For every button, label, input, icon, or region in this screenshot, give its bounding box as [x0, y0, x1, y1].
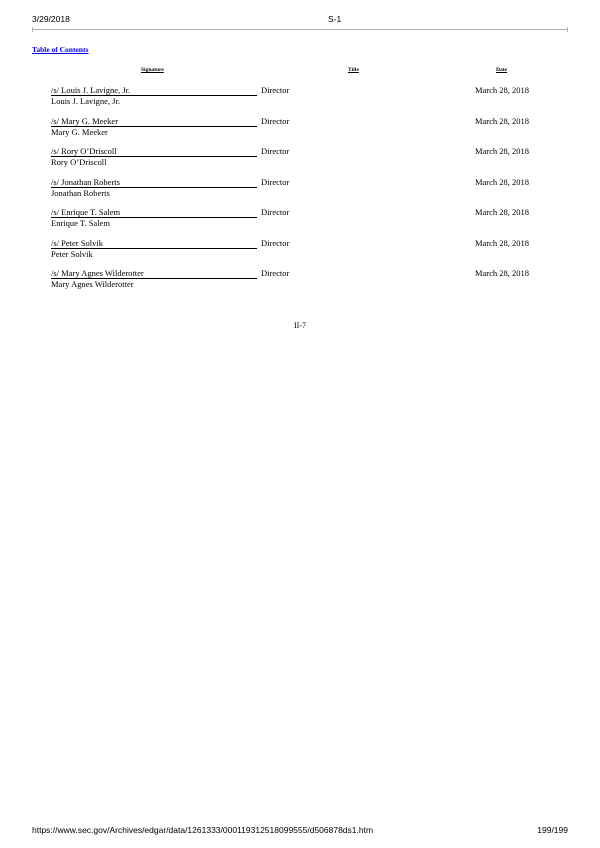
table-of-contents-link[interactable]: Table of Contents: [32, 45, 89, 54]
signer-title: Director: [261, 237, 290, 248]
print-header: [32, 14, 568, 26]
printed-name: Mary Agnes Wilderotter: [51, 279, 134, 289]
signer-title: Director: [261, 176, 290, 187]
signature-line: /s/ Rory O’Driscoll: [51, 146, 257, 157]
signature-line: /s/ Jonathan Roberts: [51, 177, 257, 188]
printed-name: Jonathan Roberts: [51, 187, 110, 198]
printed-name: Enrique T. Salem: [51, 218, 110, 228]
signature-row: [51, 85, 541, 109]
signature-row: [51, 116, 541, 140]
print-title: S-1: [328, 14, 342, 24]
page-number: II-7: [294, 321, 306, 330]
column-header-title: Title: [348, 67, 359, 73]
print-date: 3/29/2018: [32, 14, 70, 24]
column-header-date: Date: [496, 67, 507, 73]
signer-title: Director: [261, 146, 290, 156]
signer-title: Director: [261, 268, 290, 278]
signature-line: /s/ Enrique T. Salem: [51, 207, 257, 218]
signature-date: March 28, 2018: [474, 237, 529, 248]
printed-name: Mary G. Meeker: [51, 126, 108, 137]
signature-line: /s/ Peter Solvik: [51, 238, 257, 249]
signature-line: /s/ Louis J. Lavigne, Jr.: [51, 85, 257, 96]
printed-name: Rory O’Driscoll: [51, 157, 107, 167]
signature-date: March 28, 2018: [474, 85, 529, 95]
signature-line: /s/ Mary Agnes Wilderotter: [51, 268, 257, 279]
signature-row: [51, 268, 541, 292]
signature-row: [51, 238, 541, 262]
printed-name: Peter Solvik: [51, 248, 93, 259]
print-url: https://www.sec.gov/Archives/edgar/data/1261333/000119312518099555/d506878ds1.htm: [32, 825, 374, 835]
signature-date: March 28, 2018: [474, 268, 529, 278]
signer-title: Director: [261, 115, 290, 126]
signer-title: Director: [261, 85, 290, 95]
header-rule: [32, 29, 568, 30]
signature-date: March 28, 2018: [474, 146, 529, 156]
signature-row: [51, 146, 541, 170]
print-page-count: 199/199: [537, 825, 568, 835]
signature-line: /s/ Mary G. Meeker: [51, 116, 257, 127]
signature-date: March 28, 2018: [474, 176, 529, 187]
signature-row: [51, 177, 541, 201]
signature-date: March 28, 2018: [474, 207, 529, 217]
signature-date: March 28, 2018: [474, 115, 529, 126]
signer-title: Director: [261, 207, 290, 217]
printed-name: Louis J. Lavigne, Jr.: [51, 96, 120, 106]
column-header-signature: Signature: [141, 67, 164, 73]
signature-row: [51, 207, 541, 231]
